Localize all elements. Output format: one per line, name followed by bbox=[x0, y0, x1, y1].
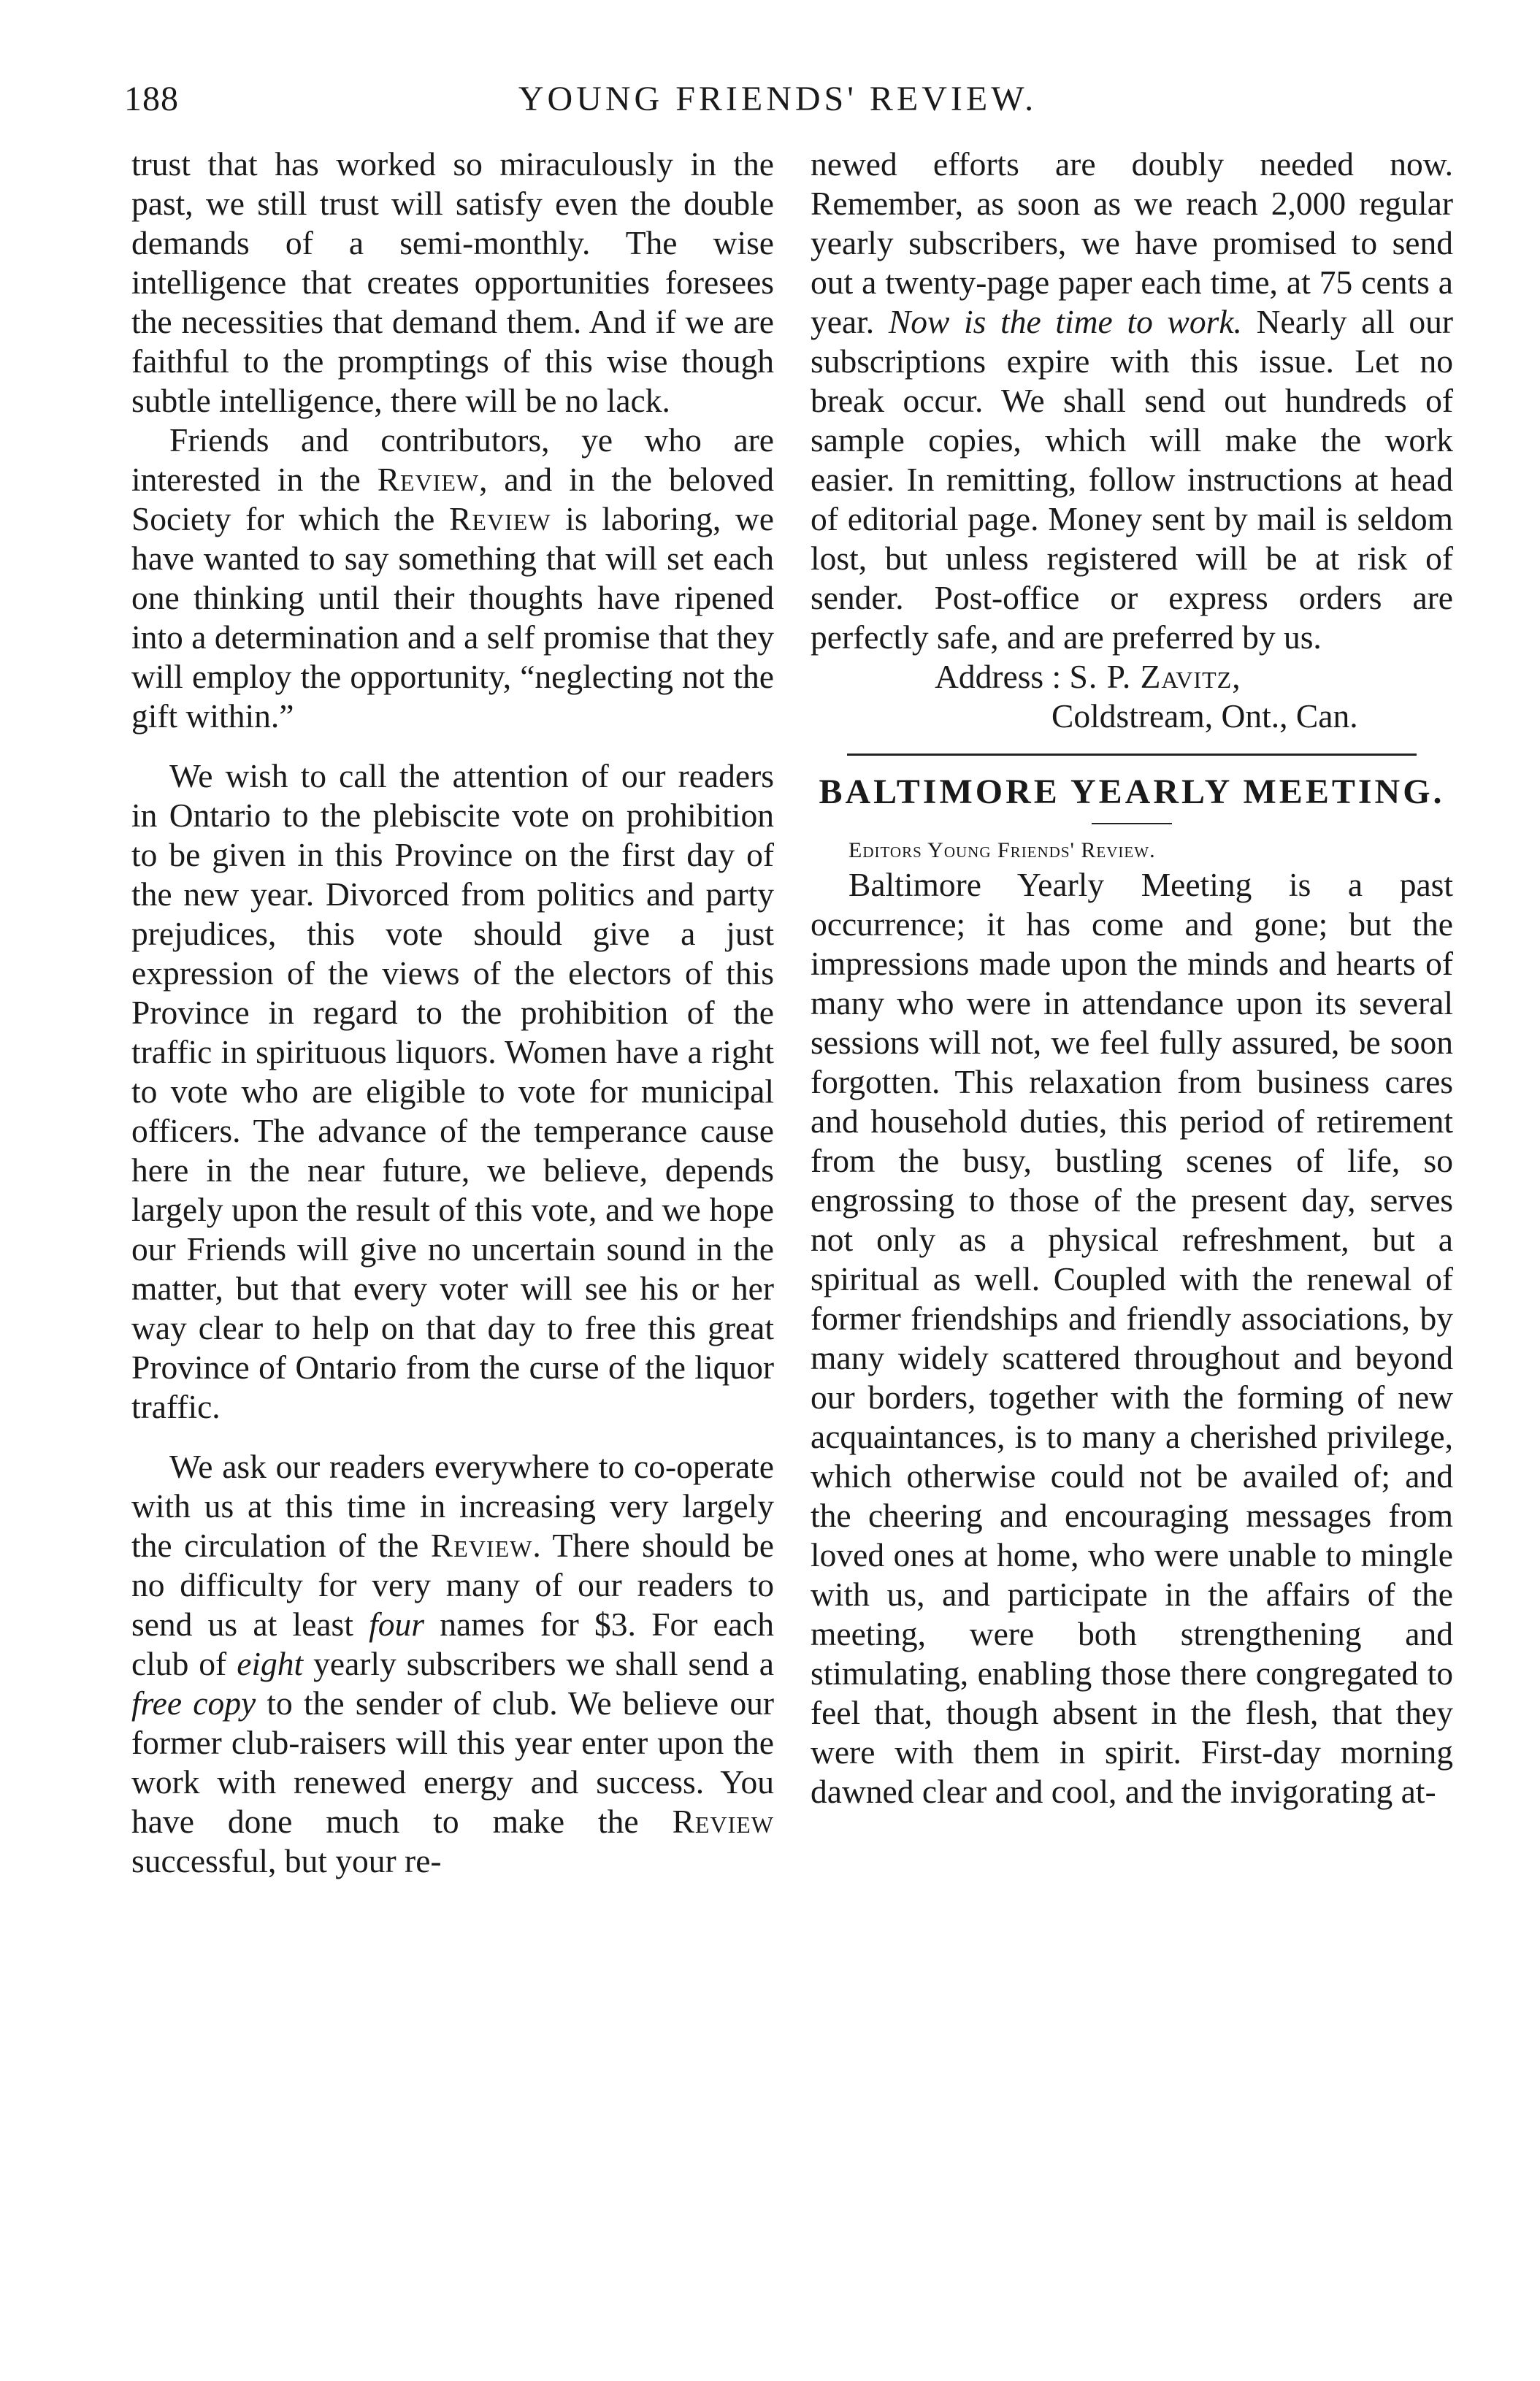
address-place: Coldstream, Ont., Can. bbox=[1051, 697, 1358, 735]
page-number: 188 bbox=[124, 80, 179, 118]
heading-divider bbox=[1092, 823, 1172, 824]
address-name: S. P. Zavitz, bbox=[1069, 658, 1241, 695]
paragraph-circulation: We ask our readers everywhere to co-operate with us at this time in increasing very largely the circulation of the Review. There should be no difficulty for very many of our readers to send us at least four names for $3. For each club of eight yearly subscribers we shall send a free copy to the sender of club. We believe our former club-raisers will this year enter upon the work with renewed energy and success. You have done much to make the Review successful, but your re- bbox=[131, 1448, 774, 1879]
review-name: Review bbox=[672, 1803, 774, 1840]
emphasis-free-copy: free copy bbox=[131, 1684, 256, 1722]
salutation: Editors Young Friends' Review. bbox=[848, 838, 1156, 862]
emphasis-now: Now is the time to work. bbox=[888, 303, 1242, 340]
paragraph-plebiscite: We wish to call the attention of our readers in Ontario to the plebiscite vote on prohibition to be given in this Province on the first day of the new year. Divorced from politics and party prejudices, this vote should give a just expression of the views of the electors of this Province in regard to the prohibition of the traffic in spirituous liquors. Women have a right to vote who are eligible to vote for municipal officers. The advance of the temperance cause here in the near future, we believe, depends largely upon the result of this vote, and we hope our Friends will give no uncertain sound in the matter, but that every voter will see his or her way clear to help on that day to free this great Province of Ontario from the curse of the liquor traffic. bbox=[131, 757, 774, 1425]
paragraph-trust: trust that has worked so miraculously in the past, we still trust will satisfy even the double demands of a semi-monthly. The wise intelligence that creates opportunities foresees the necessities that demand them. And if we are faithful to the promptings of this wise though subtle intelligence, there will be no lack. bbox=[131, 145, 774, 419]
section-heading: BALTIMORE YEARLY MEETING. bbox=[819, 772, 1445, 811]
paragraph-friends-contributors: Friends and contributors, ye who are interested in the Review, and in the beloved Society for which the Review is laboring, we have wanted to say something that will set each one thinking until their thoughts have ripened into a determination and a self promise that they will employ the opportunity, “neglecting not the gift within.” bbox=[131, 421, 774, 735]
review-name: Review bbox=[377, 461, 480, 498]
review-name: Review bbox=[449, 500, 551, 537]
emphasis-four: four bbox=[369, 1606, 424, 1643]
left-column bbox=[131, 145, 774, 1881]
section-divider bbox=[847, 754, 1417, 756]
review-name: Review bbox=[430, 1527, 533, 1564]
running-title: YOUNG FRIENDS' REVIEW. bbox=[518, 80, 1038, 118]
paragraph-baltimore: Baltimore Yearly Meeting is a past occurrence; it has come and gone; but the impressions made upon the minds and hearts of many who were in attendance upon its several sessions will not, we feel fully assured, be soon forgotten. This relaxation from business cares and household duties, this period of retirement from the busy, bustling scenes of life, so engrossing to those of the present day, serves not only as a physical refreshment, but a spiritual as well. Coupled with the renewal of former friendships and friendly associations, by many widely scattered throughout and beyond our borders, together with the forming of new acquaintances, is to many a cherished privilege, which otherwise could not be availed of; and the cheering and encouraging messages from loved ones at home, who were unable to mingle with us, and participate in the affairs of the meeting, were both strengthening and stimulating, enabling those there congregated to feel that, though absent in the flesh, that they were with them in spirit. First-day morning dawned clear and cool, and the invigorating at- bbox=[811, 866, 1453, 1810]
paragraph-renewed-efforts: newed efforts are doubly needed now. Remember, as soon as we reach 2,000 regular yearly subscribers, we have promised to send out a twenty-page paper each time, at 75 cents a year. Now is the time to work. Nearly all our subscriptions expire with this issue. Let no break occur. We shall send out hundreds of sample copies, which will make the work easier. In remitting, follow instructions at head of editorial page. Money sent by mail is seldom lost, but unless registered will be at risk of sender. Post-office or express orders are perfectly safe, and are preferred by us. bbox=[811, 145, 1453, 656]
address-label: Address : bbox=[935, 658, 1062, 695]
right-column bbox=[811, 145, 1453, 1811]
address-block bbox=[811, 657, 1453, 736]
emphasis-eight: eight bbox=[237, 1645, 304, 1682]
page-header bbox=[110, 79, 1446, 130]
